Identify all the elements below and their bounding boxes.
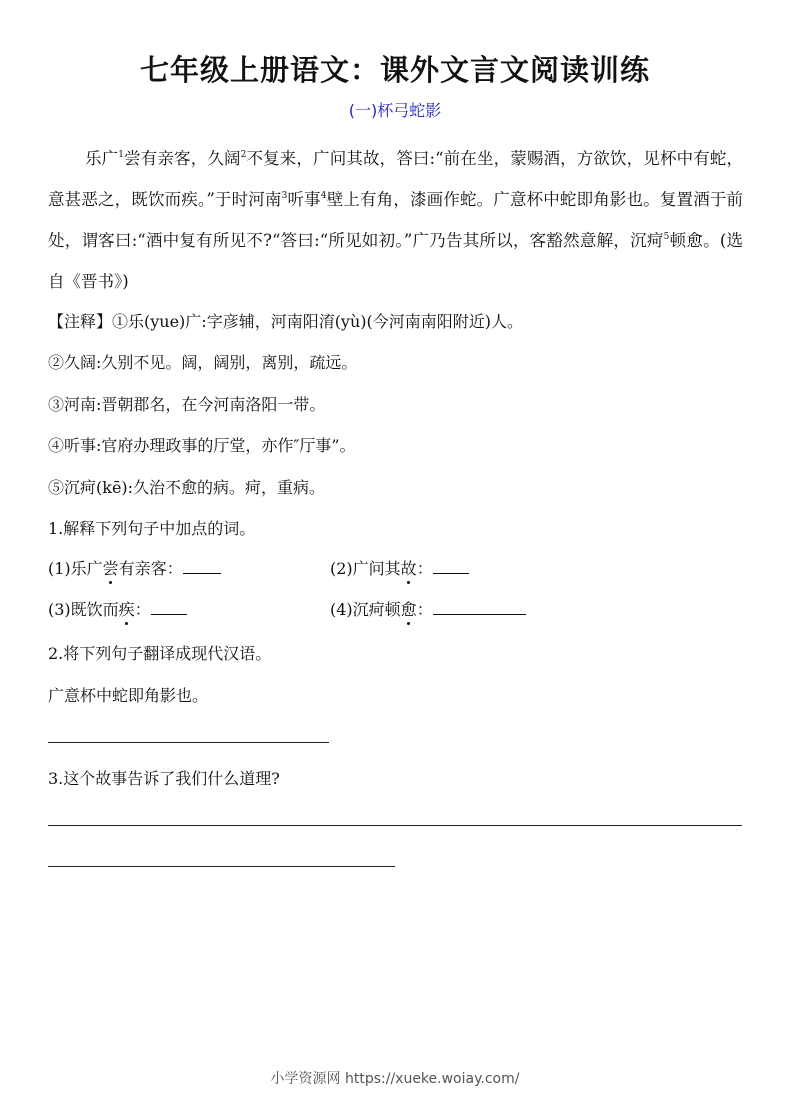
question-text: (4)沉疴顿 — [330, 600, 401, 619]
answer-line[interactable] — [48, 825, 742, 826]
question-1a — [48, 556, 221, 579]
classical-passage — [48, 138, 743, 302]
footnote-marker: 3 — [281, 191, 288, 201]
answer-blank[interactable] — [433, 600, 526, 615]
footnote-marker: 4 — [320, 191, 327, 201]
dotted-word: 故 — [401, 556, 417, 579]
question-1b — [330, 556, 469, 579]
dotted-word: 疾 — [119, 597, 135, 620]
passage-text: 听事 — [287, 190, 321, 209]
dotted-word: 愈 — [401, 597, 417, 620]
footnote-marker: 2 — [240, 150, 247, 160]
answer-blank[interactable] — [433, 559, 469, 574]
note-line: ④听事:官府办理政事的厅堂，亦作″厅事”。 — [48, 436, 356, 455]
note-line: 【注释】①乐(yue)广:字彦辅，河南阳淯(yù)(今河南南阳附近)人。 — [48, 312, 524, 331]
question-1-prompt: 1.解释下列句子中加点的词。 — [48, 519, 256, 538]
note-line: ③河南:晋朝郡名，在今河南洛阳一带。 — [48, 395, 326, 414]
answer-blank[interactable] — [183, 559, 221, 574]
question-text: (1)乐广 — [48, 559, 103, 578]
footnote-marker: 1 — [118, 150, 125, 160]
page-title: 七年级上册语文：课外文言文阅读训练 — [139, 53, 650, 87]
passage-text: 乐广 — [85, 149, 119, 168]
passage-text: 顿愈。(选自《晋书》) — [48, 231, 744, 291]
question-text: ： — [134, 600, 151, 619]
passage-text: 尝有亲客，久阔 — [124, 149, 241, 168]
section-subtitle: (一)杯弓蛇影 — [348, 101, 442, 120]
footer-source: 小学资源网 https://xueke.woiay.com/ — [270, 1071, 520, 1087]
footnote-marker: 5 — [663, 232, 670, 242]
dotted-word: 尝 — [103, 556, 119, 579]
answer-line[interactable] — [48, 866, 395, 867]
question-text: (2)广问其 — [330, 559, 401, 578]
question-2-sentence: 广意杯中蛇即角影也。 — [48, 686, 209, 705]
question-text: (3)既饮而 — [48, 600, 119, 619]
note-line: ⑤沉疴(kē):久治不愈的病。疴，重病。 — [48, 478, 326, 497]
answer-line[interactable] — [48, 742, 329, 743]
passage-text: 不复来，广问其故，答曰:“前在坐，蒙赐酒，方欲饮，见杯中有蛇，意甚恶之，既饮而疾。”于时河南 — [48, 149, 744, 209]
question-text: ： — [416, 600, 433, 619]
passage-text: 壁上有角，漆画作蛇。广意杯中蛇即角影也。复置酒于前处，谓客曰:“酒中复有所见不?“答曰:“所见如初。”广乃告其所以，客豁然意解，沉疴 — [48, 190, 744, 250]
question-3-prompt: 3.这个故事告诉了我们什么道理? — [48, 769, 280, 788]
note-line: ②久阔:久别不见。阔，阔别，离别，疏远。 — [48, 353, 358, 372]
answer-blank[interactable] — [151, 600, 187, 615]
question-text: ： — [416, 559, 433, 578]
question-1c — [48, 597, 187, 620]
question-text: 有亲客： — [118, 559, 183, 578]
question-2-prompt: 2.将下列句子翻译成现代汉语。 — [48, 644, 272, 663]
question-1d — [330, 597, 526, 620]
